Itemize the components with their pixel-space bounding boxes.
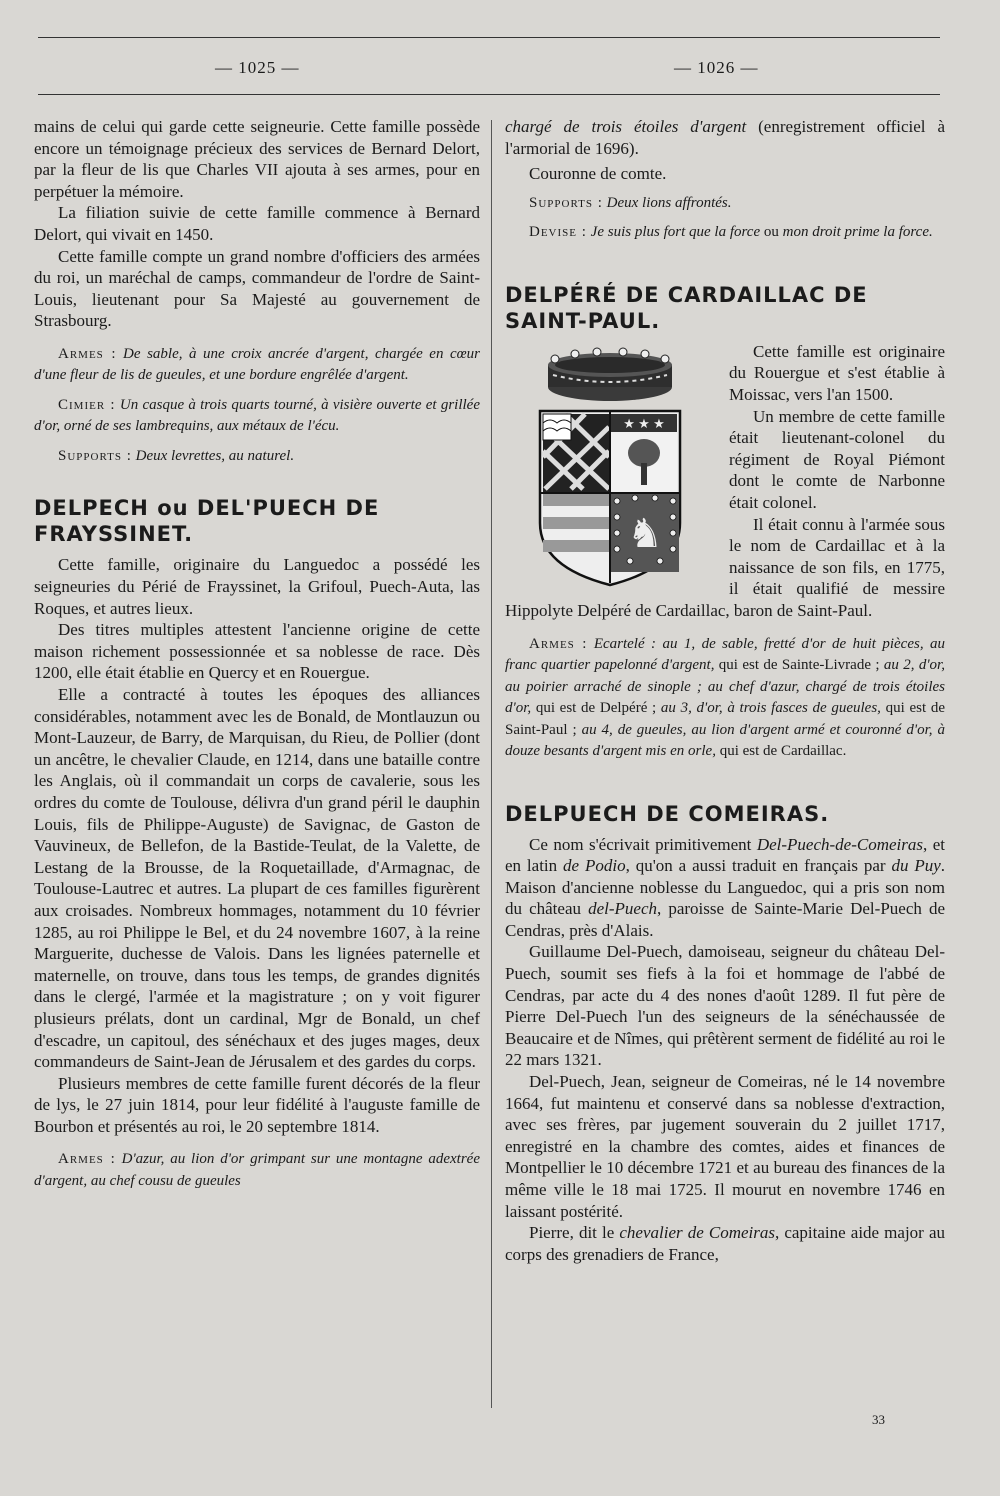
top-rule — [38, 37, 940, 38]
paragraph: Plusieurs membres de cette famille furent décorés de la fleur de lys, le 27 juin 1814, pour leur fidélité à l'auguste famille de Bourbon et présentés au roi, le 20 septembre 1814. — [34, 1073, 480, 1136]
paragraph: La filiation suivie de cette famille commence à Bernard Delort, qui vivait en 1450. — [34, 203, 480, 244]
text-run: , et en latin — [505, 834, 945, 876]
paragraph: Cette famille compte un grand nombre d'officiers des armées du roi, un maréchal de camps, commandeur de l'ordre de Saint-Louis, lieutenant pour Sa Majesté au gouvernement de Strasbourg. — [34, 246, 480, 331]
armes-block — [505, 634, 945, 763]
text-run: qui est de Sainte-Livrade ; — [714, 657, 884, 673]
armes-text: D'azur, au lion d'or grimpant sur une montagne adextrée d'argent, au chef cousu de gueules — [34, 1151, 480, 1189]
text-run-italic: chevalier de Comeiras — [619, 1223, 775, 1243]
right-page-number: — 1026 — — [674, 58, 759, 77]
armes-label: Armes : — [529, 635, 588, 652]
section-heading: DELPUECH DE COMEIRAS. — [505, 801, 830, 826]
text-run-italic: Del-Puech-de-Comeiras — [756, 834, 924, 854]
cimier-text: Un casque à trois quarts tourné, à visière ouverte et grillée d'or, orné de ses lambrequins, aux métaux de l'écu. — [34, 396, 481, 435]
section-heading: DELPECH ou DEL'PUECH DE FRAYSSINET. — [34, 496, 380, 547]
armes-block — [34, 1149, 480, 1192]
text-run: , qu'on a aussi traduit en français par — [625, 856, 892, 876]
paragraph: Il était connu à l'armée sous le nom de Cardaillac et à la naissance de son fils, en 1775, il était qualifié de messire Hippolyte Delpéré de Cardaillac, baron de Saint-Paul. — [505, 514, 945, 620]
text-run: Ce nom s'écrivait primitivement — [529, 834, 757, 854]
svg-text:♞: ♞ — [627, 510, 663, 556]
text-run: Pierre, dit le — [529, 1223, 620, 1243]
svg-text:★ ★ ★: ★ ★ ★ — [623, 415, 665, 431]
paragraph: Elle a contracté à toutes les époques des alliances considérables, notamment avec les de Bonald, de Montlauzun ou Mont-Lauzeur, de Barry, de Marquisan, du Rieu, de Pollier (dont un ancêtre, le chevalier Claude, en 1214, dans une bataille contre les Anglais, où il commandait un corps de cavalerie, sous les ordres du comte de Toulouse, délivra d'un grand péril le dauphin Louis, fils de Philippe-Auguste) de Savignac, de Gaston de Vauvineux, de Bellefon, de la Bastide-Teulat, de la Valette, de Lestang de la Brousse, de la Roquetaillade, d'Armagnac, de Toulouse-Lautrec et autres. La plupart de ces familles figurèrent aux croisades. Nombreux hommages, notamment du 10 février 1285, au roi Philippe le Bel, et du 24 novembre 1607, à la reine Marguerite, duchesse de Valois. Dans les lignées paternelle et maternelle, on trouve, dans tous les temps, de grandes dignités dans le clergé, l'armée et la magistrature ; on y voit figurer plusieurs prélats, dont un cardinal, Mgr de Bonald, un chef d'escadre, un capitoul, des sénéchaux et des juges mages, deux commandeurs de Saint-Jean de Jérusalem et des gardes du corps. — [34, 685, 480, 1072]
couronne-line: Couronne de comte. — [529, 164, 667, 184]
paragraph — [505, 1222, 945, 1265]
paragraph: Del-Puech, Jean, seigneur de Comeiras, né le 14 novembre 1664, fut maintenu et conservé dans sa noblesse d'extraction, avec ses frères, par jugement souverain du 2 juillet 1717, enregistré en la chambre des comtes, aides et finances de Montpellier le 10 décembre 1721 et au bureau des finances de la même ville le 18 mai 1725. Il mourut en novembre 1746 en laissant postérité. — [505, 1072, 945, 1221]
paragraph — [505, 116, 945, 159]
paragraph: Cette famille, originaire du Languedoc a possédé les seigneuries du Périé de Frayssinet, la Grifoul, Puech-Auta, las Roques, et autres lieux. — [34, 555, 480, 618]
text-run-italic: au 2, d'or, au poirier arraché de sinople ; au chef d'azur, chargé de trois étoiles d'or, — [505, 657, 945, 716]
armes-label: Armes : — [58, 1151, 116, 1168]
supports-label: Supports : — [58, 447, 132, 464]
folio-number: 33 — [872, 1412, 885, 1427]
text-run-italic: du Puy — [891, 856, 941, 876]
left-column — [34, 116, 480, 1192]
supports-block — [34, 446, 480, 468]
devise-block — [505, 222, 945, 244]
paragraph: Guillaume Del-Puech, damoiseau, seigneur du château Del-Puech, soumit ses fiefs à la foi et hommage de l'abbé de Cendras, par acte du 4 des nones d'août 1289. Il fut père de Pierre Del-Puech l'un des seigneurs de la sénéchaussée de Beaucaire et de Nîmes, qui prêtèrent serment de fidélité au roi le 22 mars 1321. — [505, 942, 945, 1070]
text-run-italic: de Podio — [563, 856, 626, 876]
devise-text: Je suis plus fort que la force — [590, 224, 761, 241]
text-run-italic: au 3, d'or, à trois fasces de gueules, — [660, 700, 881, 716]
cimier-block — [34, 395, 480, 438]
section-heading: DELPÉRÉ DE CARDAILLAC DE SAINT-PAUL. — [505, 282, 868, 333]
supports-label: Supports : — [529, 194, 603, 211]
devise-ou: ou — [760, 224, 783, 241]
text-run-italic: au 4, de gueules, au lion d'argent armé et couronné d'or, à douze besants d'argent mis en orle, — [505, 721, 945, 759]
supports-text: Deux lions affrontés. — [606, 194, 732, 211]
armes-block — [34, 344, 480, 387]
continuation-italic: chargé de trois étoiles d'argent — [505, 117, 747, 136]
header-rule — [38, 94, 940, 95]
paragraph: Un membre de cette famille était lieutenant-colonel du régiment de Royal Piémont dont le comte de Narbonne était colonel. — [729, 406, 945, 512]
cimier-label: Cimier : — [58, 396, 116, 413]
text-run: . Maison d'ancienne noblesse du Languedoc, qui a pris son nom du château — [505, 856, 945, 919]
armes-text: De sable, à une croix ancrée d'argent, chargée en cœur d'une fleur de lis de gueules, et une bordure engrêlée d'argent. — [34, 345, 480, 384]
armes-label: Armes : — [58, 345, 117, 362]
supports-text: Deux levrettes, au naturel. — [135, 447, 295, 464]
continuation-text: (enregistrement officiel à l'armorial de 1696). — [505, 117, 945, 158]
paragraph: mains de celui qui garde cette seigneurie. Cette famille possède encore un témoignage précieux des services de Bernard Delort, par la fleur de lis que Charles VII ajouta à ses armes, pour en perpétuer la mémoire. — [34, 117, 480, 201]
supports-block — [505, 193, 945, 215]
coat-of-arms-icon — [505, 345, 715, 593]
text-run: qui est de Cardaillac. — [715, 743, 847, 759]
text-run: , paroisse de Sainte-Marie Del-Puech de Cendras, près d'Alais. — [505, 899, 946, 940]
right-column — [505, 116, 945, 1265]
paragraph — [505, 834, 945, 942]
text-run: , capitaine aide major au corps des grenadiers de France, — [505, 1223, 945, 1264]
paragraph: Cette famille est originaire du Rouergue et s'est établie à Moissac, vers l'an 1500. — [729, 341, 945, 404]
devise-label: Devise : — [529, 224, 587, 241]
text-run: qui est de Saint-Paul ; — [505, 700, 945, 738]
devise-text: mon droit prime la force. — [782, 224, 933, 241]
shield-icon — [540, 411, 680, 585]
left-page-number: — 1025 — — [215, 58, 300, 77]
armes-text — [505, 636, 945, 760]
text-run: qui est de Delpéré ; — [531, 700, 661, 716]
text-run-italic: del-Puech — [588, 899, 657, 919]
text-run-italic: Ecartelé : au 1, de sable, fretté d'or de huit pièces, au franc quartier papelonné d'argent, — [505, 635, 945, 673]
count-crown-icon — [548, 348, 672, 401]
column-divider — [491, 120, 492, 1408]
paragraph: Des titres multiples attestent l'ancienne origine de cette maison richement possessionnée et sa noblesse de race. Dès 1200, elle était établie en Quercy et en Rouergue. — [34, 620, 480, 683]
